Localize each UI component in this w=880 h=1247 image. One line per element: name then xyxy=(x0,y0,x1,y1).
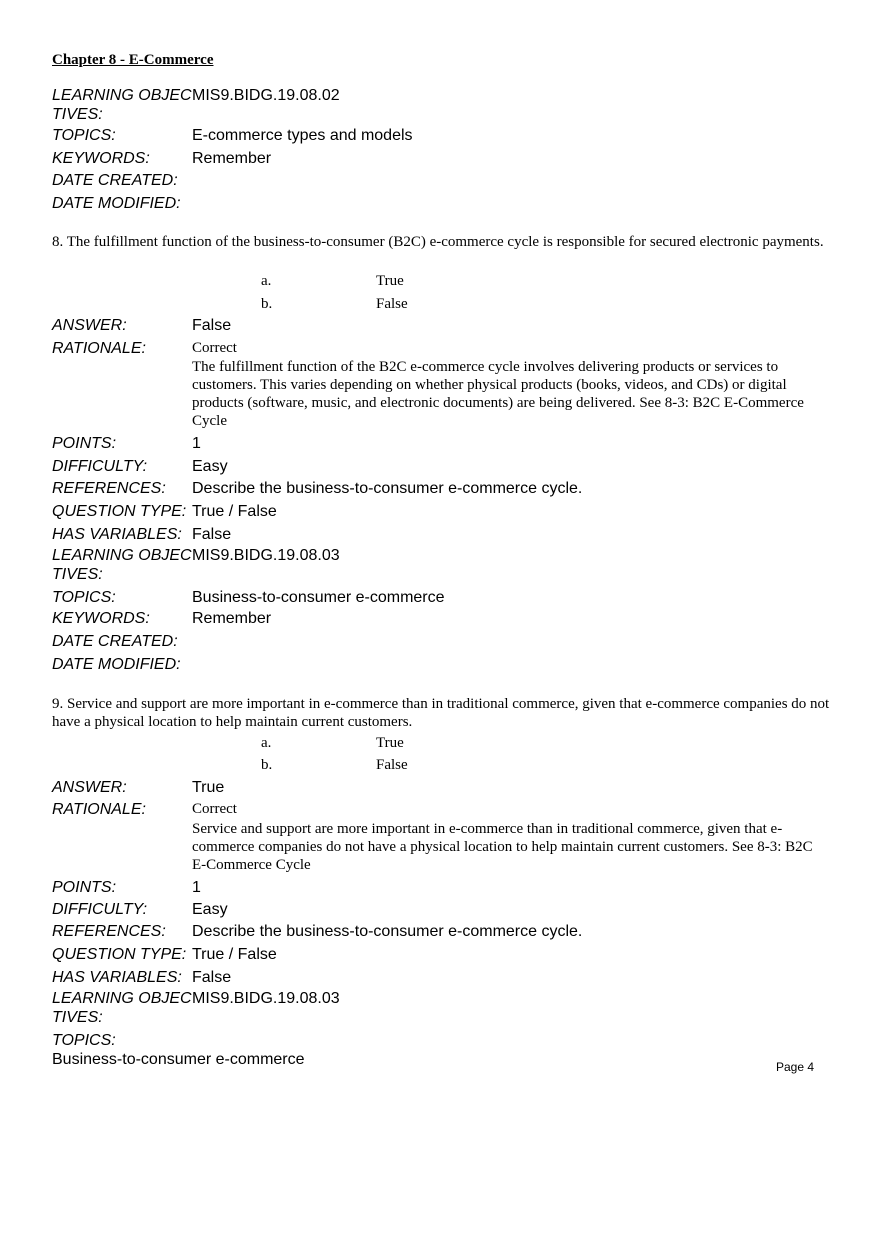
keywords-row xyxy=(52,149,842,168)
difficulty-value: Easy xyxy=(192,458,228,475)
q8-rationale-row xyxy=(52,339,842,358)
difficulty-label: DIFFICULTY: xyxy=(52,901,148,918)
learning-objectives-label: LEARNING OBJEC TIVES: xyxy=(52,990,192,1026)
difficulty-label: DIFFICULTY: xyxy=(52,458,148,475)
learning-objectives-value: MIS9.BIDG.19.08.02 xyxy=(192,87,340,104)
question-type-label: QUESTION TYPE: xyxy=(52,946,187,963)
q8-references-row xyxy=(52,479,842,498)
q8-date-modified-row xyxy=(52,655,842,674)
q9-difficulty-row xyxy=(52,900,842,919)
points-label: POINTS: xyxy=(52,435,117,452)
date-modified-row xyxy=(52,194,842,213)
references-label: REFERENCES: xyxy=(52,480,166,497)
q9-question-type-row xyxy=(52,945,842,964)
q8-learning-objectives-row xyxy=(52,546,842,584)
q8-topics-row xyxy=(52,588,842,607)
q9-rationale-row xyxy=(52,800,842,819)
answer-label: ANSWER: xyxy=(52,779,127,796)
q8-choice-a-letter: a. xyxy=(261,273,272,289)
answer-label: ANSWER: xyxy=(52,317,127,334)
date-created-row xyxy=(52,171,842,190)
has-variables-value: False xyxy=(192,969,232,986)
question-8-text: 8. The fulfillment function of the business-to-consumer (B2C) e-commerce cycle is responsible for secured electronic payments. xyxy=(52,234,824,250)
rationale-heading: Correct xyxy=(192,801,237,817)
topics-label: TOPICS: xyxy=(52,127,116,144)
q9-choice-a-text: True xyxy=(376,735,404,751)
q9-has-variables-row xyxy=(52,968,842,987)
q9-answer-row xyxy=(52,778,842,797)
q9-choice-b-text: False xyxy=(376,757,408,773)
question-type-label: QUESTION TYPE: xyxy=(52,503,187,520)
topics-value: Business-to-consumer e-commerce xyxy=(192,589,445,606)
date-created-label: DATE CREATED: xyxy=(52,172,178,189)
topics-label: TOPICS: xyxy=(52,589,116,606)
learning-objectives-label: LEARNING OBJEC TIVES: xyxy=(52,87,192,123)
question-type-value: True / False xyxy=(192,503,277,520)
topics-value: E-commerce types and models xyxy=(192,127,413,144)
q8-keywords-row xyxy=(52,609,842,628)
topics-row xyxy=(52,126,842,145)
q9-choice-a-letter: a. xyxy=(261,735,272,751)
q9-choice-b-letter: b. xyxy=(261,757,273,773)
learning-objectives-label: LEARNING OBJEC TIVES: xyxy=(52,547,192,583)
references-label: REFERENCES: xyxy=(52,923,166,940)
q9-references-row xyxy=(52,922,842,941)
answer-value: True xyxy=(192,779,225,796)
q8-points-row xyxy=(52,434,842,453)
keywords-value: Remember xyxy=(192,150,272,167)
q8-choice-b-text: False xyxy=(376,296,408,312)
keywords-value: Remember xyxy=(192,610,272,627)
q8-choice-b-letter: b. xyxy=(261,296,273,312)
question-type-value: True / False xyxy=(192,946,277,963)
references-value: Describe the business-to-consumer e-commerce cycle. xyxy=(192,923,583,940)
date-modified-label: DATE MODIFIED: xyxy=(52,195,181,212)
rationale-label: RATIONALE: xyxy=(52,340,146,357)
references-value: Describe the business-to-consumer e-commerce cycle. xyxy=(192,480,583,497)
topics-label: TOPICS: xyxy=(52,1032,116,1049)
learning-objectives-value: MIS9.BIDG.19.08.03 xyxy=(192,547,340,564)
rationale-text: Service and support are more important in e-commerce than in traditional commerce, given that e-commerce companies do not have a physical location to help maintain current customers. See 8-3: B2C E-Commerce Cycle xyxy=(192,821,813,873)
has-variables-label: HAS VARIABLES: xyxy=(52,526,182,543)
rationale-text: The fulfillment function of the B2C e-commerce cycle involves delivering products or services to customers. This varies depending on whether physical products (books, videos, and CDs) or digital products (software, music, and electronic documents) are being delivered. See 8-3: B2C E-Commerce Cycle xyxy=(192,359,804,429)
rationale-heading: Correct xyxy=(192,340,237,356)
rationale-label: RATIONALE: xyxy=(52,801,146,818)
q8-difficulty-row xyxy=(52,457,842,476)
page-number: Page 4 xyxy=(776,1060,815,1074)
learning-objectives-value: MIS9.BIDG.19.08.03 xyxy=(192,990,340,1007)
difficulty-value: Easy xyxy=(192,901,228,918)
points-value: 1 xyxy=(192,879,201,896)
date-modified-label: DATE MODIFIED: xyxy=(52,656,181,673)
chapter-title: Chapter 8 - E-Commerce xyxy=(52,52,214,68)
q8-has-variables-row xyxy=(52,525,842,544)
question-9-text: 9. Service and support are more important in e-commerce than in traditional commerce, given that e-commerce companies do not have a physical location to help maintain current customers. xyxy=(52,696,830,730)
answer-value: False xyxy=(192,317,232,334)
q9-topics-row xyxy=(52,1031,842,1069)
date-created-label: DATE CREATED: xyxy=(52,633,178,650)
has-variables-label: HAS VARIABLES: xyxy=(52,969,182,986)
q9-learning-objectives-row xyxy=(52,989,842,1027)
q8-question-type-row xyxy=(52,502,842,521)
points-value: 1 xyxy=(192,435,201,452)
topics-value: Business-to-consumer e-commerce xyxy=(52,1051,305,1068)
q8-answer-row xyxy=(52,316,842,335)
keywords-label: KEYWORDS: xyxy=(52,610,150,627)
keywords-label: KEYWORDS: xyxy=(52,150,150,167)
q9-points-row xyxy=(52,878,842,897)
q8-date-created-row xyxy=(52,632,842,651)
points-label: POINTS: xyxy=(52,879,117,896)
q8-choice-a-text: True xyxy=(376,273,404,289)
learning-objectives-row xyxy=(52,86,842,124)
has-variables-value: False xyxy=(192,526,232,543)
